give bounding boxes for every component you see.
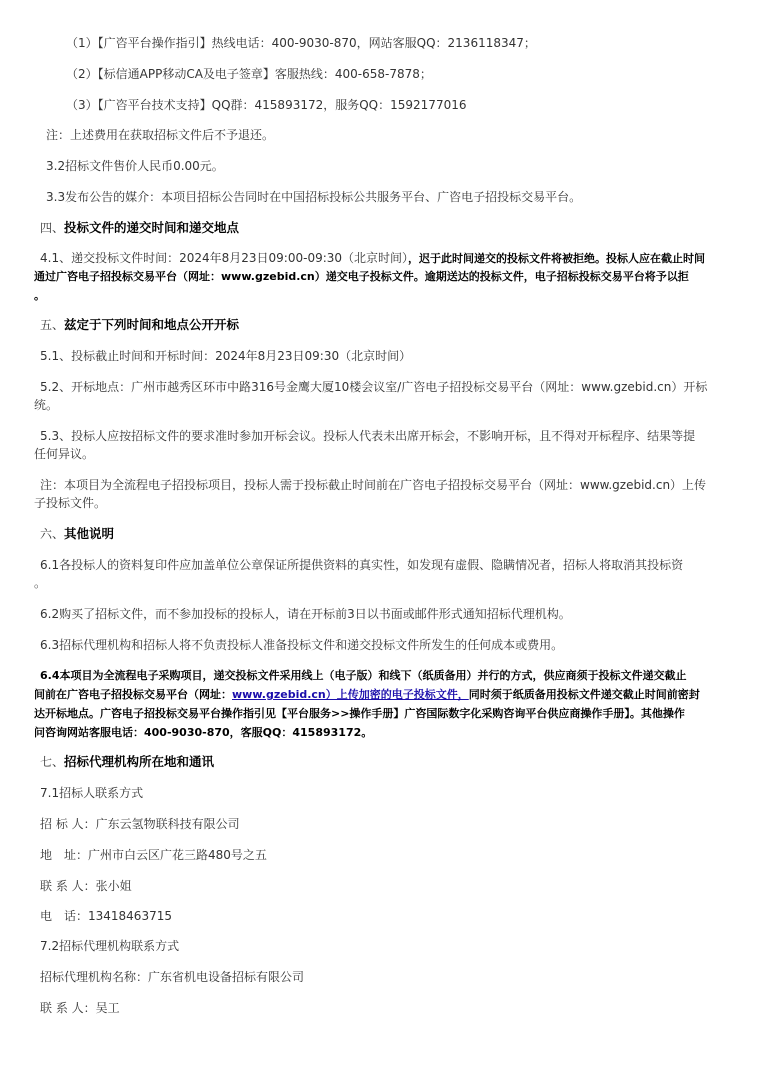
section-7-heading — [40, 753, 214, 771]
section-7-number: 七、 — [40, 755, 65, 769]
bid-opening-location-line-2: 统。 — [34, 398, 59, 412]
agency-name: 招标代理机构名称：广东省机电设备招标有限公司 — [40, 970, 305, 984]
section-4-number: 四、 — [40, 221, 65, 235]
cost-disclaimer: 6.3招标代理机构和招标人将不负责投标人准备投标文件和递交投标文件所发生的任何成本或费用。 — [40, 638, 564, 652]
dual-submission-notice: 6.4本项目为全流程电子采购项目，递交投标文件采用线上（电子版）和线下（纸质备用）并行的方式，供应商须于投标文件递交截止 — [40, 669, 687, 682]
dual-submission-notice-line-2 — [34, 686, 700, 704]
tenderer-name: 招 标 人：广东云氢物联科技有限公司 — [40, 817, 240, 831]
section-4-paragraph-1 — [40, 249, 705, 268]
tenderer-address: 地 址：广州市白云区广花三路480号之五 — [40, 848, 267, 862]
section-4-paragraph-1-line-2: 通过广咨电子招投标交易平台（网址：www.gzebid.cn）递交电子投标文件。逾期送达的投标文件，电子招标投标交易平台将予以拒 — [34, 270, 689, 283]
section-6-title: 其他说明 — [64, 526, 115, 541]
section-4-paragraph-1-line-3: 。 — [34, 289, 45, 302]
attendance-requirement-line-2: 任何异议。 — [34, 447, 95, 461]
section-4-title: 投标文件的递交时间和递交地点 — [64, 220, 240, 235]
section-4-heading — [40, 219, 239, 237]
section-5-heading — [40, 316, 239, 334]
agency-contact-person: 联 系 人：吴工 — [40, 1001, 120, 1015]
document-authenticity-note-line-2: 。 — [34, 576, 47, 590]
fee-note: 注：上述费用在获取招标文件后不予退还。 — [46, 128, 275, 142]
submission-rejection-notice: ，迟于此时间递交的投标文件将被拒绝。投标人应在截止时间 — [408, 252, 706, 265]
contact-item-guangzi-hotline: （1）【广咨平台操作指引】热线电话：400-9030-870，网站客服QQ：2136118347； — [66, 36, 536, 50]
section-5-number: 五、 — [40, 318, 65, 332]
agency-contact-heading: 7.2招标代理机构联系方式 — [40, 939, 180, 953]
bid-opening-location: 5.2、开标地点：广州市越秀区环市中路316号金鹰大厦10楼会议室/广咨电子招投标交易平台（网址：www.gzebid.cn）开标 — [40, 380, 708, 394]
document-price: 3.2招标文件售价人民币0.00元。 — [46, 159, 224, 173]
section-5-title: 兹定于下列时间和地点公开开标 — [64, 317, 240, 332]
dual-submission-text-a: 间前在广咨电子招投标交易平台（网址： — [34, 688, 232, 701]
section-7-title: 招标代理机构所在地和通讯 — [64, 754, 215, 769]
tenderer-contact-person: 联 系 人：张小姐 — [40, 879, 132, 893]
electronic-bid-note-line-2: 子投标文件。 — [34, 496, 107, 510]
dual-submission-text-b: 同时须于纸质备用投标文件递交截止时间前密封 — [468, 688, 700, 701]
submission-time: 4.1、递交投标文件时间：2024年8月23日09:00-09:30（北京时间） — [40, 251, 409, 265]
non-participation-notice: 6.2购买了招标文件，而不参加投标的投标人，请在开标前3日以书面或邮件形式通知招标代理机构。 — [40, 607, 571, 621]
document-authenticity-note: 6.1各投标人的资料复印件应加盖单位公章保证所提供资料的真实性，如发现有虚假、隐瞒情况者，招标人将取消其投标资 — [40, 558, 684, 572]
dual-submission-notice-line-3: 达开标地点。广咨电子招投标交易平台操作指引见【平台服务>>操作手册】广咨国际数字化采购咨询平台供应商操作手册】。其他操作 — [34, 707, 685, 720]
contact-item-biaoxintong: （2）【标信通APP移动CA及电子签章】客服热线：400-658-7878； — [66, 67, 432, 81]
section-6-heading — [40, 525, 114, 543]
publication-media: 3.3发布公告的媒介：本项目招标公告同时在中国招标投标公共服务平台、广咨电子招投标交易平台。 — [46, 190, 582, 204]
electronic-bid-note: 注：本项目为全流程电子招投标项目，投标人需于投标截止时间前在广咨电子招投标交易平台（网址：www.gzebid.cn）上传 — [40, 478, 707, 492]
gzebid-upload-link[interactable]: www.gzebid.cn）上传加密的电子投标文件， — [232, 688, 469, 701]
section-6-number: 六、 — [40, 527, 65, 541]
contact-item-tech-support: （3）【广咨平台技术支持】QQ群：415893172，服务QQ：1592177016 — [66, 98, 467, 112]
tenderer-contact-heading: 7.1招标人联系方式 — [40, 786, 144, 800]
bid-opening-time: 5.1、投标截止时间和开标时间：2024年8月23日09:30（北京时间） — [40, 349, 412, 363]
attendance-requirement: 5.3、投标人应按招标文件的要求准时参加开标会议。投标人代表未出席开标会，不影响开标，且不得对开标程序、结果等提 — [40, 429, 696, 443]
tenderer-phone: 电 话：13418463715 — [40, 909, 172, 923]
dual-submission-notice-line-4: 问咨询网站客服电话：400-9030-870，客服QQ：415893172。 — [34, 726, 373, 739]
